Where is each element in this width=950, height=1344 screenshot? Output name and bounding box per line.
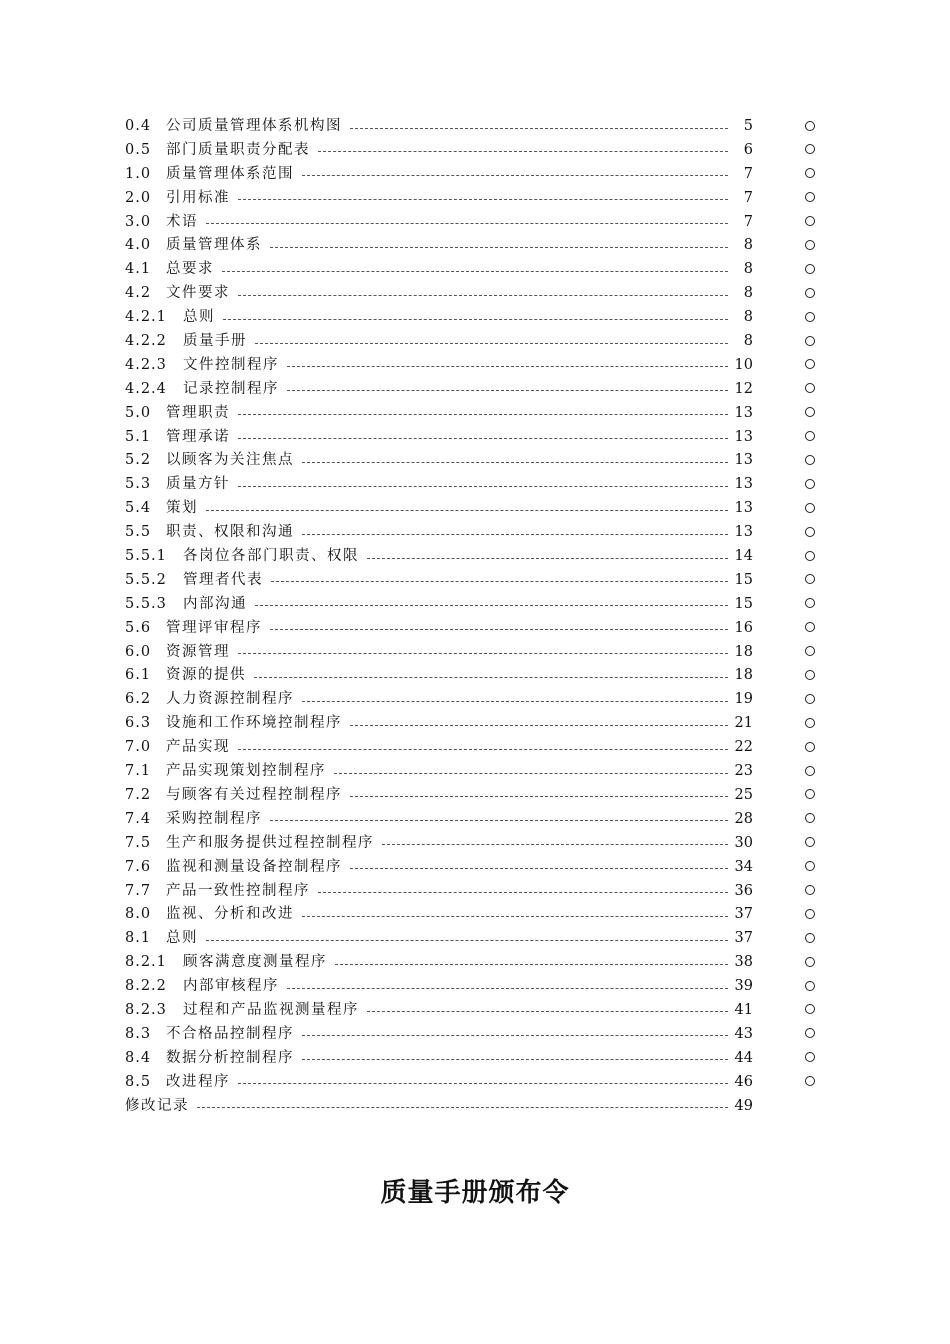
toc-entry: [0, 784, 950, 808]
toc-leader-line: [287, 366, 728, 367]
toc-entry-title: 质量管理体系: [166, 237, 262, 254]
toc-entry-page: 38: [734, 954, 753, 971]
toc-entry-page: 10: [734, 356, 753, 373]
toc-leader-line: [318, 892, 728, 893]
toc-leader-line: [254, 677, 728, 678]
circle-marker-icon: [805, 383, 815, 393]
circle-marker-icon: [805, 359, 815, 369]
toc-entry-title: 记录控制程序: [183, 380, 279, 397]
toc-entry-number: 5.5.3: [125, 595, 167, 612]
toc-entry-number: 6.2: [125, 691, 152, 708]
toc-entry-number: 7.1: [125, 763, 152, 780]
toc-entry: [0, 903, 950, 927]
toc-entry-page: 12: [734, 380, 753, 397]
toc-entry-title: 管理职责: [166, 404, 230, 421]
toc-entry-title: 公司质量管理体系机构图: [166, 118, 342, 134]
toc-entry-number: 6.1: [125, 667, 152, 684]
circle-marker-icon: [805, 622, 815, 632]
toc-entry: [0, 736, 950, 760]
toc-entry-page: 8: [743, 309, 753, 326]
toc-entry: [0, 330, 950, 354]
toc-entry-title: 产品实现策划控制程序: [166, 763, 326, 780]
toc-leader-line: [335, 964, 728, 965]
toc-entry: [0, 975, 950, 999]
circle-marker-icon: [805, 909, 815, 919]
toc-entry: [0, 1023, 950, 1047]
toc-entry-number: 8.4: [125, 1049, 152, 1066]
toc-entry-page: 13: [734, 500, 753, 517]
toc-entry-title: 产品实现: [166, 739, 230, 756]
toc-entry: [0, 473, 950, 497]
toc-entry-number: 5.0: [125, 404, 152, 421]
toc-entry-page: 13: [734, 476, 753, 493]
toc-entry-page: 8: [743, 285, 753, 302]
toc-entry-title: 职责、权限和沟通: [166, 524, 294, 541]
toc-leader-line: [350, 725, 728, 726]
circle-marker-icon: [805, 670, 815, 680]
toc-leader-line: [238, 653, 728, 654]
toc-leader-line: [287, 390, 728, 391]
circle-marker-icon: [805, 957, 815, 967]
circle-marker-icon: [805, 479, 815, 489]
toc-entry-page: 8: [743, 261, 753, 278]
toc-entry: [0, 1095, 950, 1119]
toc-entry: [0, 951, 950, 975]
toc-entry-number: 7.6: [125, 858, 152, 875]
toc-entry-number: 2.0: [125, 189, 152, 206]
circle-marker-icon: [805, 288, 815, 298]
toc-entry-title: 管理者代表: [183, 571, 263, 588]
toc-leader-line: [302, 462, 728, 463]
toc-leader-line: [367, 1011, 728, 1012]
toc-entry-number: 0.4: [125, 118, 152, 134]
toc-entry-title: 设施和工作环境控制程序: [166, 715, 342, 732]
circle-marker-icon: [805, 646, 815, 656]
toc-leader-line: [270, 247, 728, 248]
toc-entry-page: 19: [734, 691, 753, 708]
toc-entry-title: 顾客满意度测量程序: [183, 954, 327, 971]
toc-entry-page: 16: [734, 619, 753, 636]
circle-marker-icon: [805, 431, 815, 441]
toc-entry-page: 15: [734, 595, 753, 612]
toc-entry-page: 13: [734, 428, 753, 445]
toc-entry-page: 28: [734, 810, 753, 827]
toc-entry-number: 6.0: [125, 643, 152, 660]
toc-entry-number: 8.1: [125, 930, 152, 947]
toc-entry-number: 8.0: [125, 906, 152, 923]
toc-leader-line: [197, 1107, 728, 1108]
toc-leader-line: [382, 844, 728, 845]
toc-entry-page: 49: [734, 1097, 753, 1114]
toc-entry-number: 4.1: [125, 261, 152, 278]
toc-entry-page: 13: [734, 524, 753, 541]
circle-marker-icon: [805, 813, 815, 823]
toc-entry-number: 5.3: [125, 476, 152, 493]
toc-entry-title: 以顾客为关注焦点: [166, 452, 294, 469]
toc-leader-line: [302, 175, 728, 176]
circle-marker-icon: [805, 1028, 815, 1038]
toc-entry-number: 5.5: [125, 524, 152, 541]
toc-entry-title: 与顾客有关过程控制程序: [166, 786, 342, 803]
circle-marker-icon: [805, 264, 815, 274]
toc-entry-number: 4.2.4: [125, 380, 167, 397]
toc-leader-line: [271, 581, 728, 582]
toc-entry-page: 23: [734, 763, 753, 780]
toc-entry-title: 质量方针: [166, 476, 230, 493]
circle-marker-icon: [805, 933, 815, 943]
circle-marker-icon: [805, 718, 815, 728]
toc-entry-number: 0.5: [125, 141, 152, 158]
toc-entry-title: 资源管理: [166, 643, 230, 660]
toc-entry-number: 5.5.2: [125, 571, 167, 588]
toc-entry-title: 内部审核程序: [183, 978, 279, 995]
circle-marker-icon: [805, 527, 815, 537]
toc-entry-title: 数据分析控制程序: [166, 1049, 294, 1066]
toc-leader-line: [238, 438, 728, 439]
circle-marker-icon: [805, 240, 815, 250]
toc-leader-line: [255, 343, 728, 344]
toc-entry-page: 5: [743, 118, 753, 134]
toc-entry: [0, 234, 950, 258]
toc-entry-number: 5.1: [125, 428, 152, 445]
toc-entry-title: 监视和测量设备控制程序: [166, 858, 342, 875]
toc-entry-number: 8.2.3: [125, 1001, 167, 1018]
toc-entry-title: 管理评审程序: [166, 619, 262, 636]
toc-entry: [0, 282, 950, 306]
toc-entry: [0, 497, 950, 521]
circle-marker-icon: [805, 742, 815, 752]
toc-entry-page: 7: [743, 213, 753, 230]
toc-entry-title: 管理承诺: [166, 428, 230, 445]
toc-leader-line: [350, 796, 728, 797]
toc-entry: [0, 1047, 950, 1071]
toc-entry: [0, 258, 950, 282]
circle-marker-icon: [805, 574, 815, 584]
toc-entry-number: 5.5.1: [125, 548, 167, 565]
toc-entry-number: 4.2.3: [125, 356, 167, 373]
toc-leader-line: [318, 151, 728, 152]
toc-entry-title: 总则: [183, 309, 215, 326]
toc-entry-page: 18: [734, 643, 753, 660]
toc-entry-page: 25: [734, 786, 753, 803]
toc-leader-line: [302, 534, 728, 535]
toc-entry-page: 8: [743, 237, 753, 254]
circle-marker-icon: [805, 1076, 815, 1086]
toc-entry-page: 8: [743, 333, 753, 350]
toc-entry-title: 质量手册: [183, 333, 247, 350]
toc-entry-title: 总则: [166, 930, 198, 947]
toc-entry-title: 不合格品控制程序: [166, 1025, 294, 1042]
toc-entry-title: 质量管理体系范围: [166, 165, 294, 182]
table-of-contents: [0, 115, 950, 1118]
circle-marker-icon: [805, 861, 815, 871]
circle-marker-icon: [805, 837, 815, 847]
toc-leader-line: [302, 916, 728, 917]
toc-entry-number: 5.2: [125, 452, 152, 469]
toc-entry-number: 7.4: [125, 810, 152, 827]
toc-leader-line: [334, 773, 728, 774]
toc-entry-number: 7.5: [125, 834, 152, 851]
toc-entry-title: 部门质量职责分配表: [166, 141, 310, 158]
toc-leader-line: [238, 486, 728, 487]
toc-leader-line: [206, 940, 728, 941]
toc-leader-line: [238, 1083, 728, 1084]
toc-entry: [0, 617, 950, 641]
toc-leader-line: [350, 868, 728, 869]
toc-entry-title: 采购控制程序: [166, 810, 262, 827]
toc-entry-page: 37: [734, 930, 753, 947]
toc-entry-page: 18: [734, 667, 753, 684]
toc-entry-page: 21: [734, 715, 753, 732]
toc-entry: [0, 354, 950, 378]
toc-leader-line: [206, 510, 728, 511]
toc-entry-page: 7: [743, 189, 753, 206]
toc-entry-page: 13: [734, 452, 753, 469]
toc-entry-page: 22: [734, 739, 753, 756]
circle-marker-icon: [805, 336, 815, 346]
toc-entry: [0, 569, 950, 593]
toc-entry-page: 37: [734, 906, 753, 923]
toc-entry: [0, 426, 950, 450]
page-heading: 质量手册颁布令: [380, 1178, 570, 1208]
toc-entry-number: 8.3: [125, 1025, 152, 1042]
toc-entry-title: 过程和产品监视测量程序: [183, 1001, 359, 1018]
toc-entry-number: 8.5: [125, 1073, 152, 1090]
toc-leader-line: [223, 319, 728, 320]
toc-entry-title: 文件控制程序: [183, 356, 279, 373]
toc-entry: [0, 545, 950, 569]
toc-leader-line: [238, 749, 728, 750]
toc-entry: [0, 163, 950, 187]
toc-leader-line: [238, 199, 728, 200]
circle-marker-icon: [805, 766, 815, 776]
circle-marker-icon: [805, 216, 815, 226]
toc-entry-title: 内部沟通: [183, 595, 247, 612]
circle-marker-icon: [805, 192, 815, 202]
toc-entry-page: 36: [734, 882, 753, 899]
toc-entry: [0, 378, 950, 402]
circle-marker-icon: [805, 598, 815, 608]
toc-entry: [0, 999, 950, 1023]
circle-marker-icon: [805, 168, 815, 178]
toc-entry: [0, 712, 950, 736]
toc-entry: [0, 402, 950, 426]
toc-entry-number: 4.2.2: [125, 333, 167, 350]
circle-marker-icon: [805, 503, 815, 513]
toc-entry: [0, 115, 950, 139]
toc-leader-line: [350, 128, 728, 129]
toc-entry: [0, 593, 950, 617]
toc-entry-page: 44: [734, 1049, 753, 1066]
toc-entry-page: 41: [734, 1001, 753, 1018]
toc-entry: [0, 306, 950, 330]
circle-marker-icon: [805, 455, 815, 465]
toc-leader-line: [222, 271, 728, 272]
toc-entry-title: 资源的提供: [166, 667, 246, 684]
toc-entry: [0, 641, 950, 665]
toc-entry: [0, 880, 950, 904]
toc-entry: [0, 856, 950, 880]
toc-entry-title: 术语: [166, 213, 198, 230]
toc-entry: [0, 521, 950, 545]
toc-entry: [0, 688, 950, 712]
circle-marker-icon: [805, 144, 815, 154]
toc-entry-title: 监视、分析和改进: [166, 906, 294, 923]
circle-marker-icon: [805, 121, 815, 131]
circle-marker-icon: [805, 694, 815, 704]
toc-entry: [0, 139, 950, 163]
toc-entry-title: 策划: [166, 500, 198, 517]
toc-entry: [0, 664, 950, 688]
toc-entry-title: 产品一致性控制程序: [166, 882, 310, 899]
toc-entry: [0, 832, 950, 856]
toc-entry-page: 39: [734, 978, 753, 995]
toc-leader-line: [302, 1059, 728, 1060]
toc-entry-page: 34: [734, 858, 753, 875]
toc-leader-line: [255, 605, 728, 606]
toc-entry-number: 4.2.1: [125, 309, 167, 326]
toc-entry-title: 引用标准: [166, 189, 230, 206]
toc-entry-number: 4.2: [125, 285, 152, 302]
toc-entry-number: 6.3: [125, 715, 152, 732]
circle-marker-icon: [805, 981, 815, 991]
toc-leader-line: [302, 1035, 728, 1036]
circle-marker-icon: [805, 789, 815, 799]
circle-marker-icon: [805, 312, 815, 322]
toc-entry: [0, 1071, 950, 1095]
toc-entry-title: 各岗位各部门职责、权限: [183, 548, 359, 565]
toc-entry-page: 13: [734, 404, 753, 421]
toc-entry-number: 1.0: [125, 165, 152, 182]
toc-entry-title: 改进程序: [166, 1073, 230, 1090]
toc-entry-title: 文件要求: [166, 285, 230, 302]
toc-entry: [0, 449, 950, 473]
toc-entry-number: 5.4: [125, 500, 152, 517]
toc-entry-number: 5.6: [125, 619, 152, 636]
toc-entry-title: 生产和服务提供过程控制程序: [166, 834, 374, 851]
toc-entry-page: 7: [743, 165, 753, 182]
toc-leader-line: [238, 295, 728, 296]
toc-entry-page: 15: [734, 571, 753, 588]
toc-entry-page: 46: [734, 1073, 753, 1090]
toc-leader-line: [287, 988, 728, 989]
circle-marker-icon: [805, 407, 815, 417]
toc-entry-page: 43: [734, 1025, 753, 1042]
toc-leader-line: [367, 558, 728, 559]
toc-entry: [0, 211, 950, 235]
circle-marker-icon: [805, 1052, 815, 1062]
toc-leader-line: [270, 629, 728, 630]
toc-entry-title: 人力资源控制程序: [166, 691, 294, 708]
toc-leader-line: [270, 820, 728, 821]
circle-marker-icon: [805, 551, 815, 561]
toc-entry: [0, 187, 950, 211]
toc-leader-line: [206, 223, 728, 224]
toc-entry-number: 4.0: [125, 237, 152, 254]
toc-entry-page: 14: [734, 548, 753, 565]
toc-entry-page: 30: [734, 834, 753, 851]
toc-entry: [0, 808, 950, 832]
toc-leader-line: [302, 701, 728, 702]
toc-entry: [0, 927, 950, 951]
toc-leader-line: [238, 414, 728, 415]
circle-marker-icon: [805, 885, 815, 895]
toc-entry-number: 3.0: [125, 213, 152, 230]
toc-entry-number: 8.2.1: [125, 954, 167, 971]
toc-entry-number: 7.2: [125, 786, 152, 803]
toc-entry: [0, 760, 950, 784]
toc-entry-title: 修改记录: [125, 1097, 189, 1114]
toc-entry-number: 7.7: [125, 882, 152, 899]
circle-marker-icon: [805, 1004, 815, 1014]
toc-entry-title: 总要求: [166, 261, 214, 278]
toc-entry-number: 7.0: [125, 739, 152, 756]
toc-entry-number: 8.2.2: [125, 978, 167, 995]
toc-entry-page: 6: [743, 141, 753, 158]
